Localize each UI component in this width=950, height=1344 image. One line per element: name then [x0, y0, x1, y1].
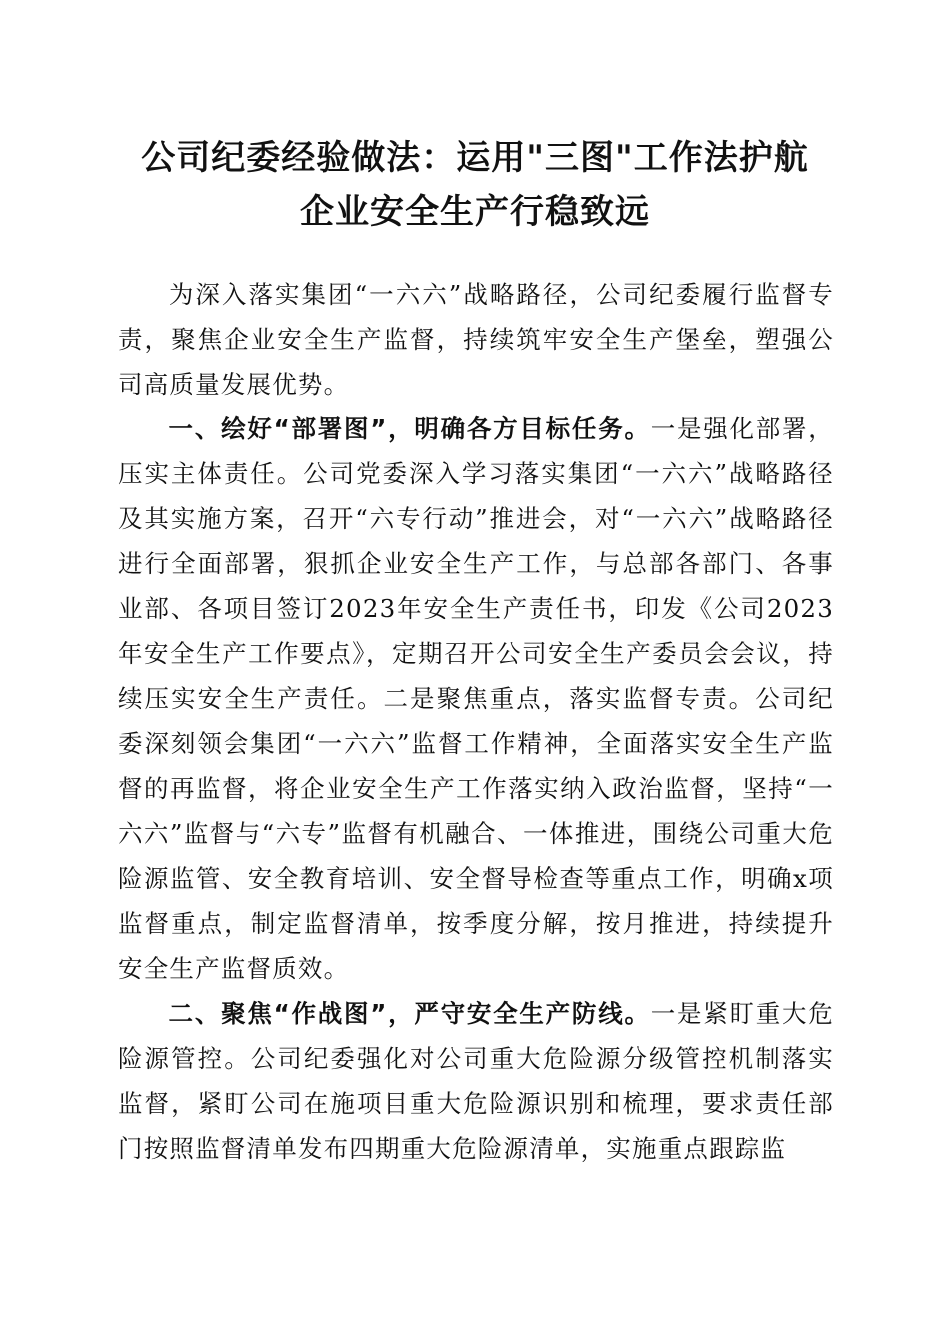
paragraph-body: 一是紧盯重大危险源管控。公司纪委强化对公司重大危险源分级管控机制落实监督，紧盯公司在施项目重大危险源识别和梳理，要求责任部门按照监督清单发布四期重大危险源清单，实施重点跟踪监	[118, 999, 834, 1163]
section-heading: 一、绘好“部署图”，明确各方目标任务。	[168, 414, 651, 443]
document-title-line-1: 公司纪委经验做法：运用"三图"工作法护航	[141, 138, 809, 178]
paragraph-body: 一是强化部署，压实主体责任。公司党委深入学习落实集团“一六六”战略路径及其实施方案，召开“六专行动”推进会，对“一六六”战略路径进行全面部署，狠抓企业安全生产工作，与总部各部门、各事业部、各项目签订2023年安全生产责任书，印发《公司2023年安全生产工作要点》，定期召开公司安全生产委员会会议，持续压实安全生产责任。二是聚焦重点，落实监督专责。公司纪委深刻领会集团“一六六”监督工作精神，全面落实安全生产监督的再监督，将企业安全生产工作落实纳入政治监督，坚持“一六六”监督与“六专”监督有机融合、一体推进，围绕公司重大危险源监管、安全教育培训、安全督导检查等重点工作，明确x项监督重点，制定监督清单，按季度分解，按月推进，持续提升安全生产监督质效。	[118, 414, 834, 983]
paragraph-intro	[118, 272, 834, 407]
document-title-line-2: 企业安全生产行稳致远	[300, 192, 650, 232]
paragraph-body: 为深入落实集团“一六六”战略路径，公司纪委履行监督专责，聚焦企业安全生产监督，持续筑牢安全生产堡垒，塑强公司高质量发展优势。	[118, 280, 834, 399]
section-heading: 二、聚焦“作战图”，严守安全生产防线。	[168, 999, 651, 1028]
paragraph-section-2	[118, 991, 834, 1171]
paragraph-section-1	[118, 406, 834, 991]
